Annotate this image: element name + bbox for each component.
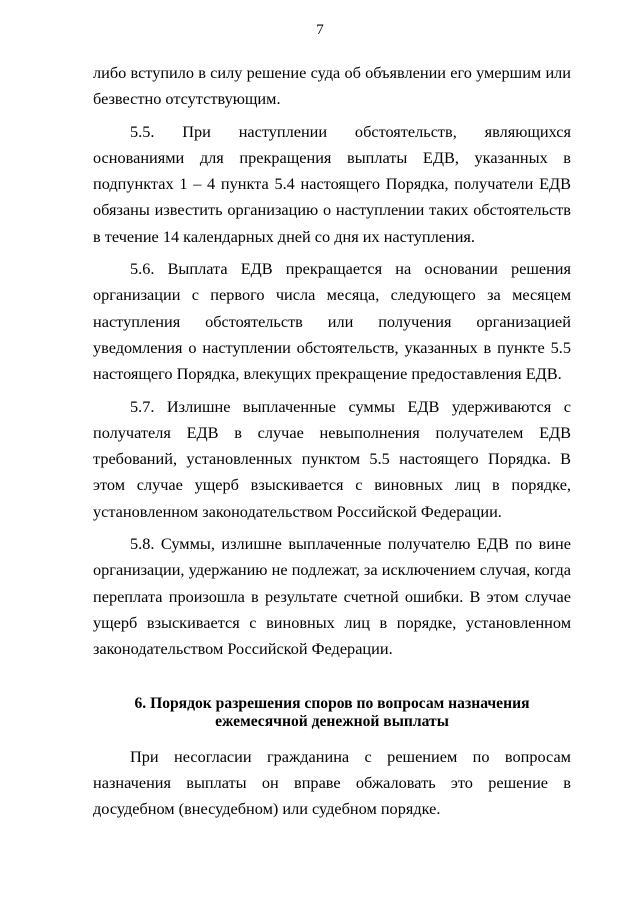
paragraph-5-7: 5.7. Излишне выплаченные суммы ЕДВ удерживаются с получателя ЕДВ в случае невыполнения получателем ЕДВ требований, установленных пунктом 5.5 настоящего Порядка. В этом случае ущерб взыскивается с виновных лиц в порядке, установленном законодательством Российской Федерации. <box>93 396 571 521</box>
paragraph-section-6: При несогласии гражданина с решением по вопросам назначения выплаты он вправе обжаловать это решение в досудебном (внесудебном) или судебном порядке. <box>93 746 571 819</box>
paragraph-5-6: 5.6. Выплата ЕДВ прекращается на основании решения организации с первого числа месяца, следующего за месяцем наступления обстоятельств или получения организацией уведомления о наступлении обстоятельств, указанных в пункте 5.5 настоящего Порядка, влекущих прекращение предоставления ЕДВ. <box>93 259 571 384</box>
section-6-heading <box>93 695 571 731</box>
section-6-heading-line1: 6. Порядок разрешения споров по вопросам назначения <box>134 694 530 712</box>
section-6-heading-line2: ежемесячной денежной выплаты <box>215 712 449 730</box>
page-number: 7 <box>316 22 324 38</box>
paragraph-5-5: 5.5. При наступлении обстоятельств, являющихся основаниями для прекращения выплаты ЕДВ, указанных в подпунктах 1 – 4 пункта 5.4 настоящего Порядка, получатели ЕДВ обязаны известить организацию о наступлении таких обстоятельств в течение 14 календарных дней со дня их наступления. <box>93 121 571 246</box>
paragraph-5-8: 5.8. Суммы, излишне выплаченные получателю ЕДВ по вине организации, удержанию не подлежат, за исключением случая, когда переплата произошла в результате счетной ошибки. В этом случае ущерб взыскивается с виновных лиц в порядке, установленном законодательством Российской Федерации. <box>93 534 571 659</box>
document-body <box>93 60 571 828</box>
paragraph-continuation: либо вступило в силу решение суда об объявлении его умершим или безвестно отсутствующим. <box>93 63 571 109</box>
